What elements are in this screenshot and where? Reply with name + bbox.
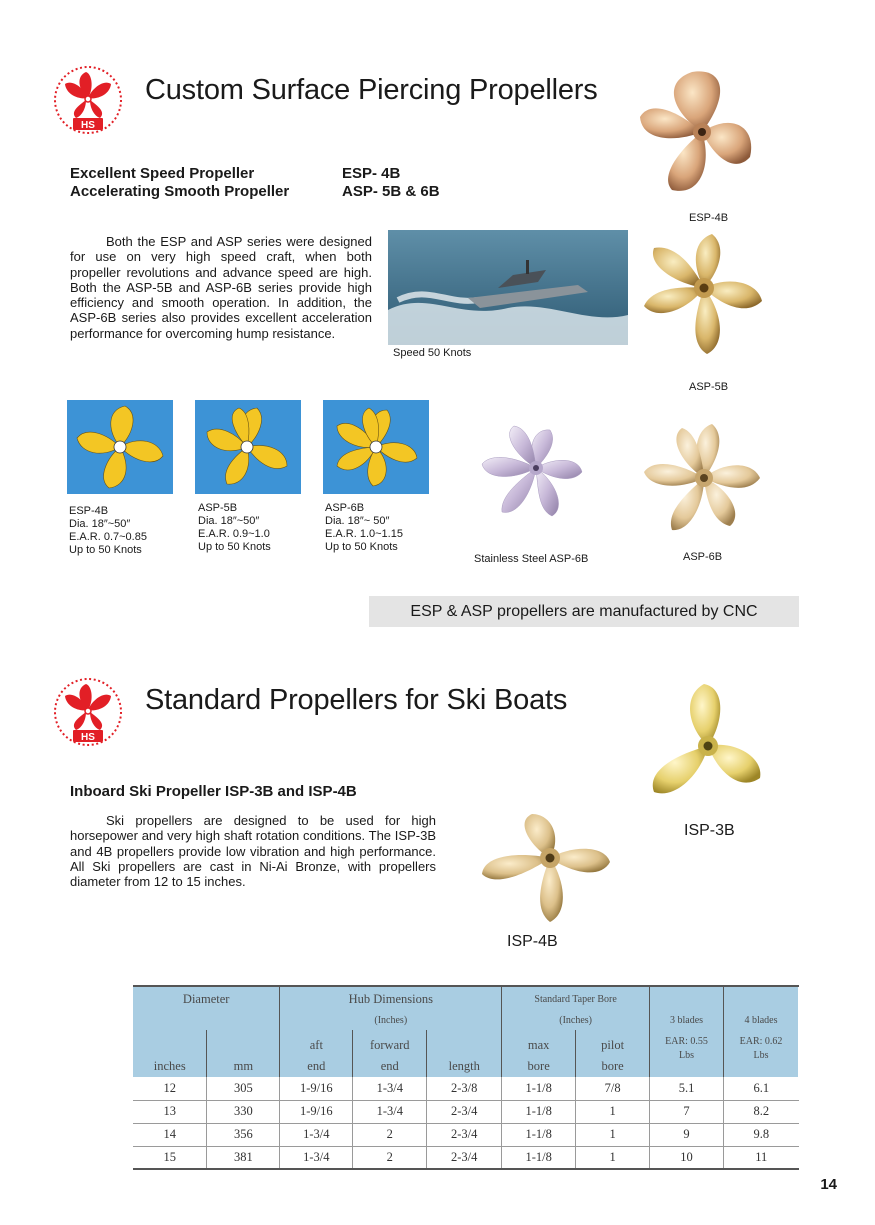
th-inches: inches	[133, 1030, 207, 1077]
table-cell: 1	[576, 1100, 650, 1123]
section1-paragraph: Both the ESP and ASP series were designed for use on very high speed craft, when both propeller revolutions and advance speed are high. Both the ASP-5B and ASP-6B series provide high efficiency and smooth operation. In addition, the ASP-6B series also provides excellent acceleration performance for overcoming hump resistance.	[70, 234, 372, 341]
th-aft-end	[280, 1030, 353, 1077]
table-cell: 10	[650, 1146, 724, 1169]
th-forward-line2: end	[380, 1059, 399, 1073]
th-max-bore	[502, 1030, 576, 1077]
th-hub-dimensions: Hub Dimensions	[280, 986, 502, 1011]
isp3b-propeller-photo	[632, 676, 772, 816]
th-4-blades: 4 blades	[724, 986, 799, 1030]
th-mm: mm	[207, 1030, 280, 1077]
section1-subhead-1	[70, 164, 401, 183]
table-cell: 2	[353, 1123, 427, 1146]
svg-text:HS: HS	[81, 732, 95, 743]
th-length: length	[427, 1030, 502, 1077]
esp4b-propeller-photo	[632, 62, 764, 210]
caption-asp6b-large: ASP-6B	[683, 551, 723, 563]
table-row	[133, 1146, 799, 1169]
esp4b-drawing	[67, 400, 173, 494]
subhead-name: Accelerating Smooth Propeller	[70, 183, 290, 200]
spec-ear: E.A.R. 1.0~1.15	[325, 528, 403, 540]
page-number: 14	[820, 1176, 837, 1193]
asp6b-drawing	[323, 400, 429, 494]
hs-logo	[48, 672, 128, 752]
table-cell: 7/8	[576, 1077, 650, 1100]
caption-stainless: Stainless Steel ASP-6B	[474, 553, 589, 565]
th-3-blades: 3 blades	[650, 986, 724, 1030]
table-cell: 5.1	[650, 1077, 724, 1100]
subhead-model: ESP- 4B	[342, 165, 401, 182]
table-cell: 11	[724, 1146, 799, 1169]
spec-model: ASP-6B	[325, 502, 365, 514]
spec-ear: E.A.R. 0.7~0.85	[69, 531, 147, 543]
th-max-line1: max	[527, 1038, 550, 1052]
table-row	[133, 1077, 799, 1100]
th-aft-line1: aft	[309, 1038, 323, 1052]
spec-dia: Dia. 18″~50″	[198, 515, 260, 527]
th-pilot-bore	[576, 1030, 650, 1077]
th-ear4-line1: EAR: 0.62	[739, 1036, 783, 1047]
table-cell: 1-3/4	[280, 1146, 353, 1169]
th-taper-bore: Standard Taper Bore	[502, 986, 650, 1011]
svg-text:HS: HS	[81, 120, 95, 131]
th-ear3-line2: Lbs	[679, 1050, 695, 1061]
th-ear-4	[724, 1030, 799, 1077]
asp5b-drawing	[195, 400, 301, 494]
th-ear4-line2: Lbs	[753, 1050, 769, 1061]
section1-subhead-2	[70, 182, 440, 201]
table-cell: 1-9/16	[280, 1100, 353, 1123]
spec-speed: Up to 50 Knots	[325, 541, 398, 553]
table-cell: 14	[133, 1123, 207, 1146]
th-aft-line2: end	[307, 1059, 326, 1073]
spec-dia: Dia. 18″~ 50″	[325, 515, 390, 527]
th-max-line2: bore	[527, 1059, 550, 1073]
table-cell: 6.1	[724, 1077, 799, 1100]
table-cell: 1-3/4	[353, 1077, 427, 1100]
caption-esp4b-large: ESP-4B	[689, 212, 729, 224]
table-cell: 1-3/4	[280, 1123, 353, 1146]
ski-propeller-spec-table	[133, 985, 799, 1170]
th-forward-end	[353, 1030, 427, 1077]
section2-title: Standard Propellers for Ski Boats	[145, 684, 568, 716]
spec-dia: Dia. 18″~50″	[69, 518, 131, 530]
th-taper-units: (Inches)	[502, 1011, 650, 1030]
speedboat-photo	[388, 230, 628, 345]
th-pilot-line2: bore	[601, 1059, 624, 1073]
table-cell: 356	[207, 1123, 280, 1146]
spec-asp5b	[198, 502, 271, 554]
table-cell: 8.2	[724, 1100, 799, 1123]
subhead-name: Excellent Speed Propeller	[70, 165, 255, 182]
table-cell: 12	[133, 1077, 207, 1100]
table-cell: 9.8	[724, 1123, 799, 1146]
section2-subhead: Inboard Ski Propeller ISP-3B and ISP-4B	[70, 783, 357, 800]
th-diameter: Diameter	[133, 986, 280, 1011]
table-cell: 2-3/4	[427, 1100, 502, 1123]
table-cell: 330	[207, 1100, 280, 1123]
table-cell: 1	[576, 1146, 650, 1169]
table-cell: 2	[353, 1146, 427, 1169]
table-cell: 1	[576, 1123, 650, 1146]
table-cell: 2-3/4	[427, 1123, 502, 1146]
spec-speed: Up to 50 Knots	[198, 541, 271, 553]
table-cell: 1-9/16	[280, 1077, 353, 1100]
asp6b-propeller-photo	[634, 414, 772, 548]
table-cell: 2-3/4	[427, 1146, 502, 1169]
table-cell: 381	[207, 1146, 280, 1169]
spec-esp4b	[69, 505, 147, 557]
stainless-asp6b-photo	[474, 420, 592, 550]
caption-speed: Speed 50 Knots	[393, 347, 472, 359]
th-hub-units: (Inches)	[280, 1011, 502, 1030]
table-cell: 1-1/8	[502, 1100, 576, 1123]
spec-speed: Up to 50 Knots	[69, 544, 142, 556]
table-cell: 1-3/4	[353, 1100, 427, 1123]
caption-asp5b-large: ASP-5B	[689, 381, 729, 393]
table-cell: 15	[133, 1146, 207, 1169]
table-cell: 305	[207, 1077, 280, 1100]
table-cell: 9	[650, 1123, 724, 1146]
th-blank	[133, 1011, 280, 1030]
th-pilot-line1: pilot	[601, 1038, 625, 1052]
spec-ear: E.A.R. 0.9~1.0	[198, 528, 270, 540]
asp5b-propeller-photo	[632, 226, 772, 366]
table-cell: 2-3/8	[427, 1077, 502, 1100]
spec-model: ASP-5B	[198, 502, 238, 514]
th-forward-line1: forward	[369, 1038, 410, 1052]
section2-paragraph: Ski propellers are designed to be used for high horsepower and very high shaft rotation conditions. The ISP-3B and 4B propellers provide low vibration and high performance. All Ski propellers are cast in Ni-Ai Bronze, with propellers diameter from 12 to 15 inches.	[70, 813, 436, 890]
th-ear-3	[650, 1030, 724, 1077]
table-cell: 1-1/8	[502, 1146, 576, 1169]
section1-title: Custom Surface Piercing Propellers	[145, 74, 598, 106]
spec-model: ESP-4B	[69, 505, 109, 517]
table-cell: 7	[650, 1100, 724, 1123]
table-row	[133, 1123, 799, 1146]
caption-isp4b: ISP-4B	[507, 933, 558, 950]
subhead-model: ASP- 5B & 6B	[342, 183, 440, 200]
table-row	[133, 1100, 799, 1123]
hs-logo	[48, 60, 128, 140]
cnc-banner: ESP & ASP propellers are manufactured by CNC	[369, 596, 799, 627]
table-cell: 1-1/8	[502, 1077, 576, 1100]
caption-isp3b: ISP-3B	[684, 822, 735, 839]
isp4b-propeller-photo	[470, 808, 618, 930]
th-ear3-line1: EAR: 0.55	[665, 1036, 708, 1047]
spec-asp6b	[325, 502, 403, 554]
table-cell: 1-1/8	[502, 1123, 576, 1146]
table-cell: 13	[133, 1100, 207, 1123]
